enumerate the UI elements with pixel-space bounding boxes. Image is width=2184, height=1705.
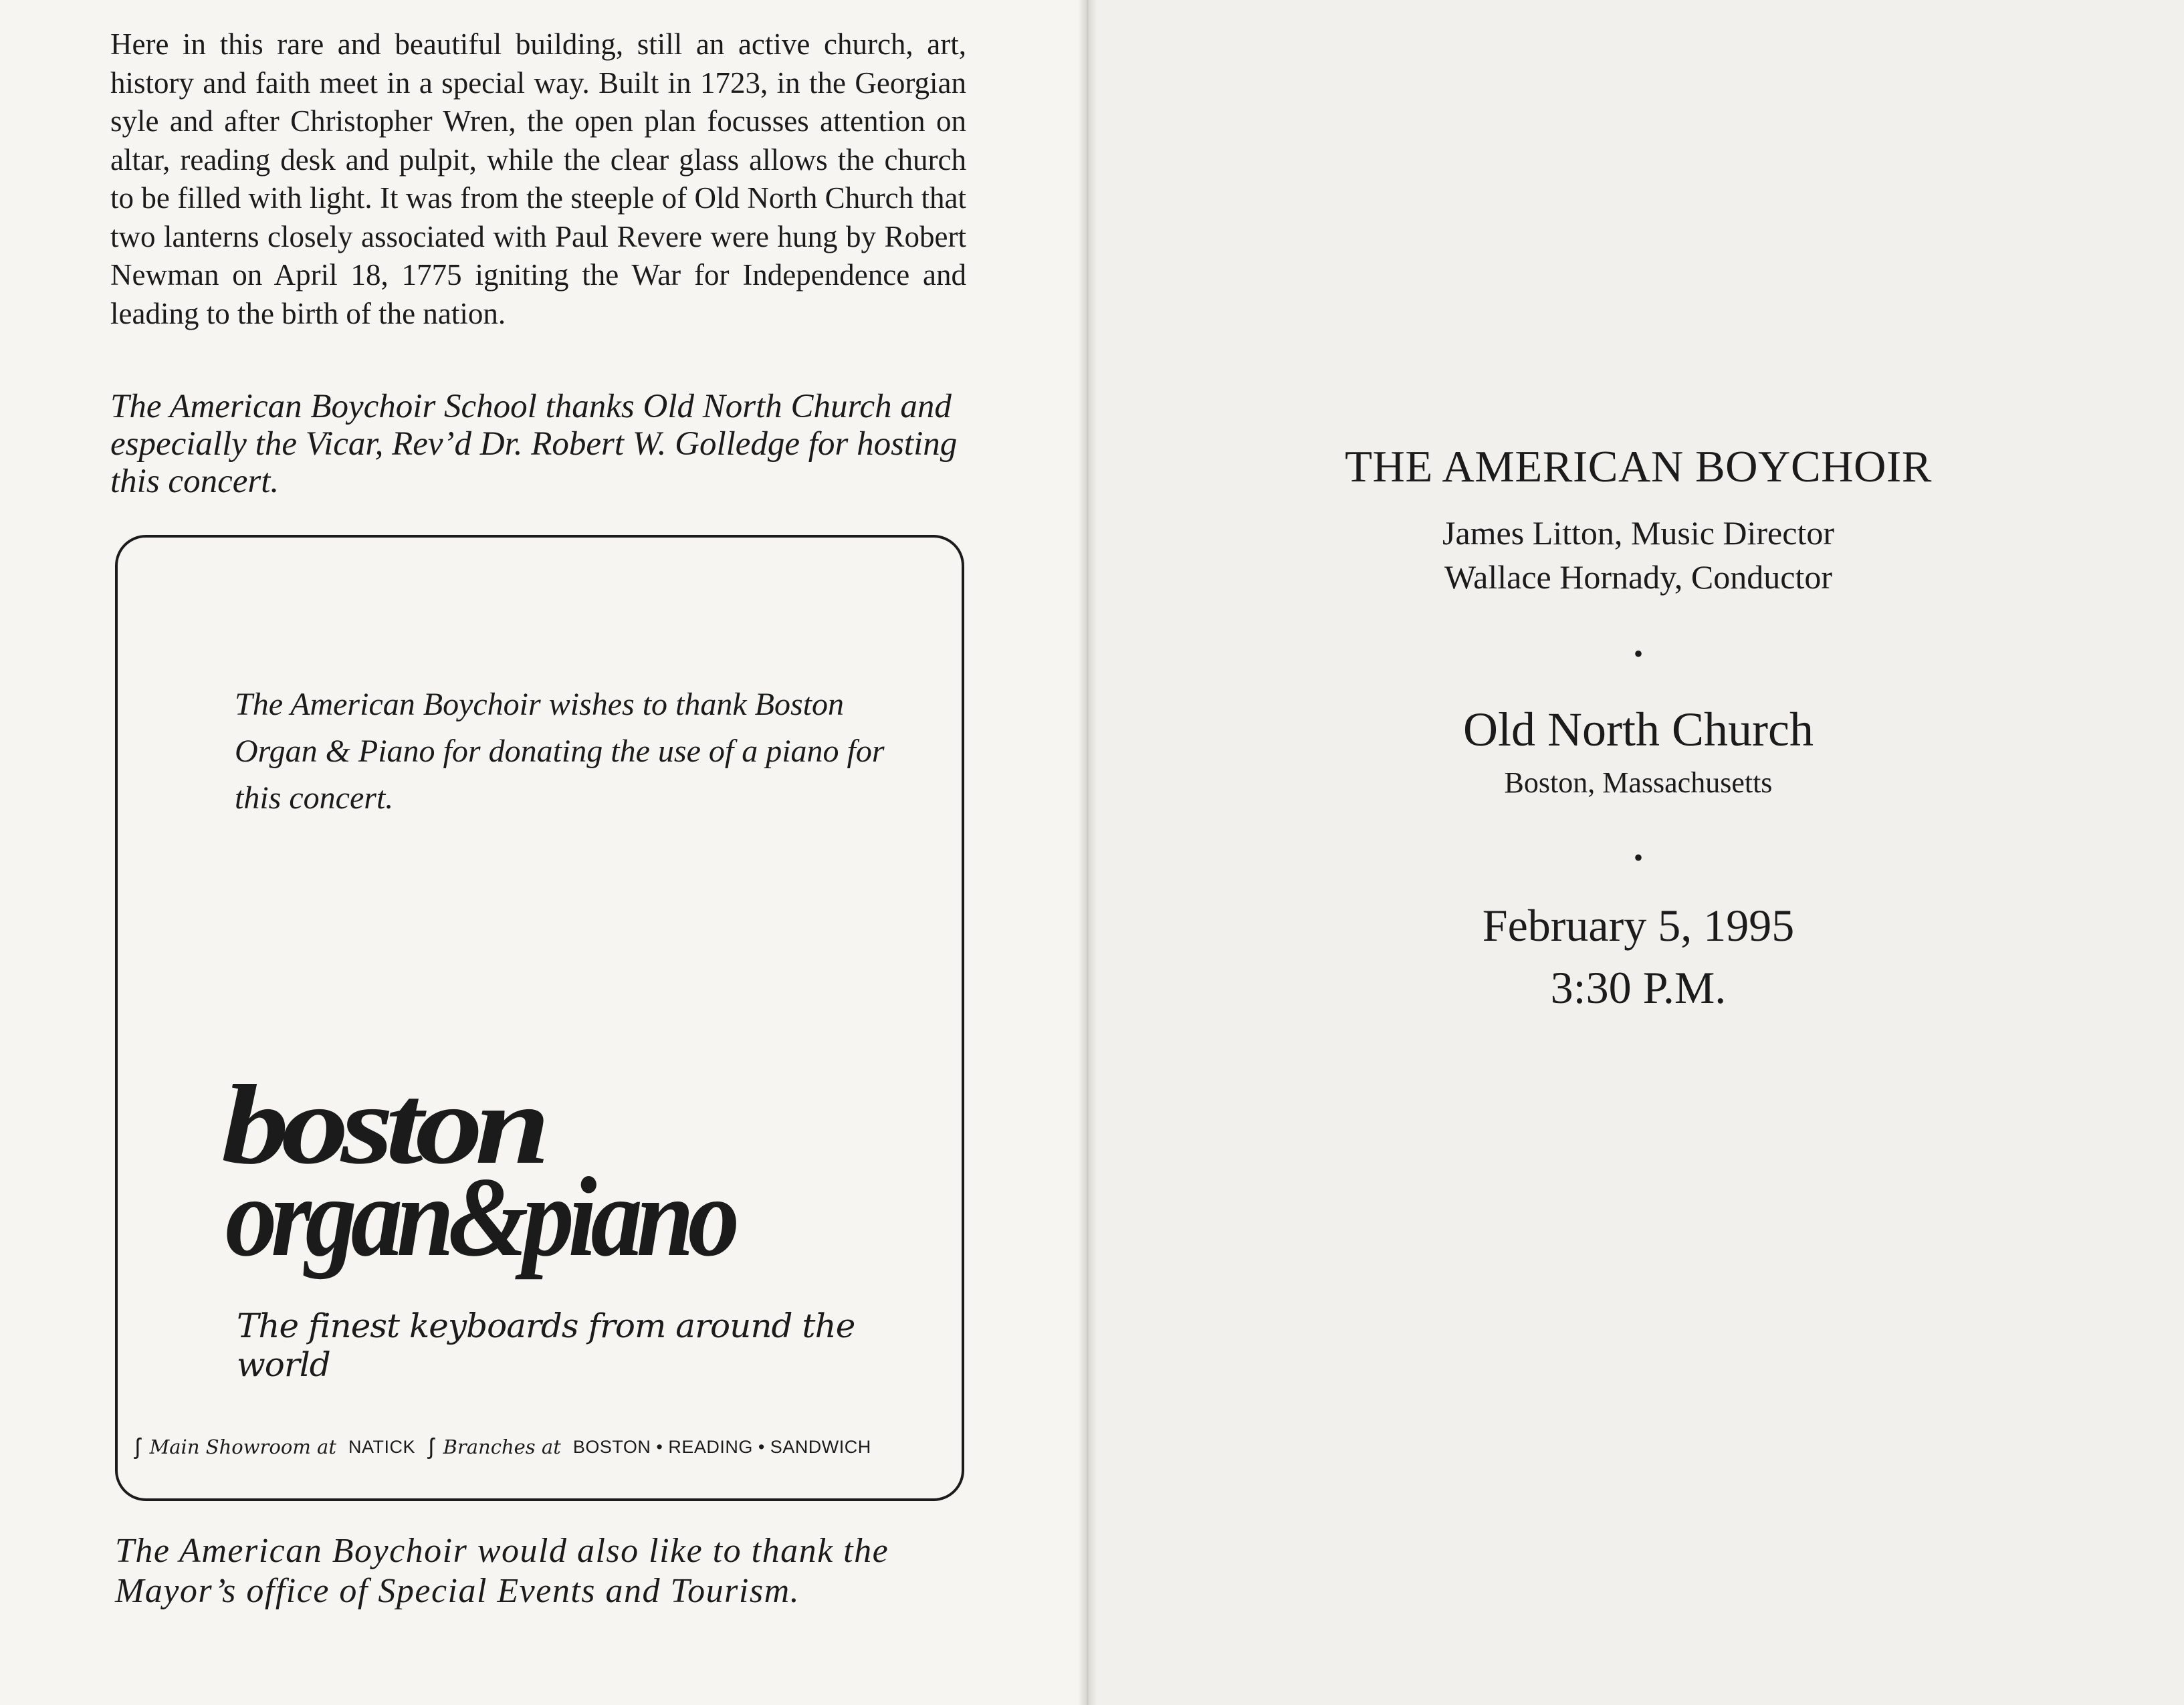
separator-bullet: • [1633,842,1643,873]
logo-line-organ-piano: organ&piano [225,1154,737,1280]
venue-name: Old North Church [1463,703,1814,756]
logo-line-boston: boston [221,1066,544,1187]
conductor: Wallace Hornady, Conductor [1444,558,1833,596]
separator-bullet: • [1633,639,1643,669]
church-history-paragraph: Here in this rare and beautiful building, still an active church, art, history and faith meet in a special way. Built in 1723, in the Georgian syle and after Christopher Wren, the open plan focusses attention on altar, reading desk and pulpit, while the clear glass allows the church to be filled with light. It was from the steeple of Old North Church that two lanterns closely associated with Paul Revere were hung by Robert Newman on April 18, 1775 igniting the War for Independence and leading to the birth of the nation. [110,27,966,330]
flag-mark-icon: ʃ [429,1434,434,1460]
concert-date: February 5, 1995 [1482,900,1795,951]
music-director: James Litton, Music Director [1442,514,1834,552]
venue-city: Boston, Massachusetts [1504,766,1773,799]
piano-advertisement [115,535,964,1501]
branches-label: Branches at [443,1436,561,1458]
center-fold [1078,0,1097,1705]
boston-organ-piano-logo [221,1066,823,1280]
piano-thanks-text: The American Boychoir wishes to thank Boston Organ & Piano for donating the use of a piano for this concert. [235,687,885,816]
church-thanks-text: The American Boychoir School thanks Old North Church and especially the Vicar, Rev’d Dr. Robert W. Golledge for hosting this concert. [110,388,958,500]
choir-title: THE AMERICAN BOYCHOIR [1345,442,1932,491]
showroom-town: NATICK [348,1436,416,1457]
branch-towns: BOSTON • READING • SANDWICH [572,1436,871,1457]
showroom-line [135,1427,958,1467]
concert-time: 3:30 P.M. [1550,962,1727,1013]
flag-mark-icon: ʃ [135,1434,140,1460]
show-through-text [1177,74,2126,1611]
mayor-thanks-text: The American Boychoir would also like to thank the Mayor’s office of Special Events and Tourism. [115,1532,889,1610]
logo-tagline: The finest keyboards from around the world [237,1306,855,1384]
showroom-label: Main Showroom at [149,1436,336,1458]
